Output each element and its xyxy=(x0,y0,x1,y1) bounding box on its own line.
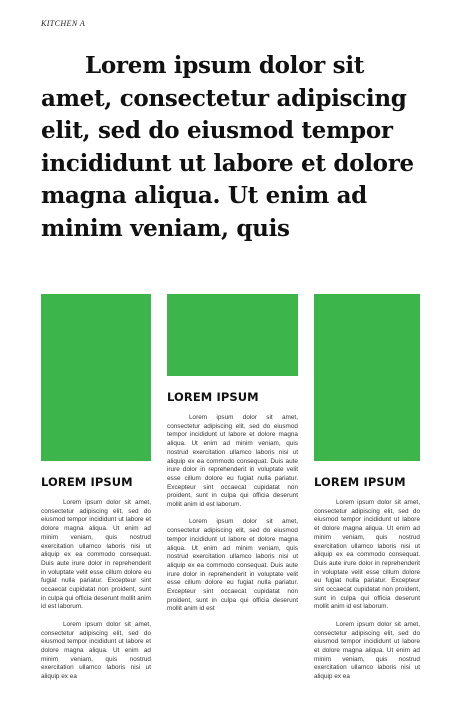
column-heading-1: LOREM IPSUM xyxy=(41,475,133,489)
column-3 xyxy=(314,294,420,682)
column-heading-3: LOREM IPSUM xyxy=(314,475,406,489)
headline: Lorem ipsum dolor sit amet, consectetur adipiscing elit, sed do eiusmod tempor incididunt ut labore et dolore magna aliqua. Ut enim ad minim veniam, quis xyxy=(41,52,414,242)
image-placeholder-1 xyxy=(41,294,151,461)
column-1 xyxy=(41,294,151,682)
column-paragraph: Lorem ipsum dolor sit amet, consectetur adipiscing elit, sed do eiusmod tempor incididunt ut labore et dolore magna aliqua. Ut enim ad minim veniam, quis nostrud exercitation ullamco laboris nisi ut aliquip ex ea xyxy=(314,620,420,681)
image-placeholder-3 xyxy=(314,294,420,461)
column-paragraph: Lorem ipsum dolor sit amet, consectetur adipiscing elit, sed do eiusmod tempor incididunt ut labore et dolore magna aliqua. Ut enim ad minim veniam, quis nostrud exercitation ullamco laboris nisi ut aliquip ex ea xyxy=(41,620,151,681)
column-paragraph: Lorem ipsum dolor sit amet, consectetur adipiscing elit, sed do eiusmod tempor incididunt ut labore et dolore magna aliqua. Ut enim ad minim veniam, quis nostrud exercitation ullamco laboris nisi ut aliquip ex ea commodo consequat. Duis aute irure dolor in reprehenderit in voluptate velit esse cillum dolore eu fugiat nulla pariatur. Excepteur sint occaecat cupidatat non proident, sunt in culpa qui officia deserunt mollit anim id est xyxy=(167,518,298,613)
column-heading-2: LOREM IPSUM xyxy=(167,390,259,404)
column-paragraph: Lorem ipsum dolor sit amet, consectetur adipiscing elit, sed do eiusmod tempor incididunt ut labore et dolore magna aliqua. Ut enim ad minim veniam, quis nostrud exercitation ullamco laboris nisi ut aliquip ex ea commodo consequat. Duis aute irure dolor in reprehenderit in voluptate velit esse cillum dolore eu fugiat nulla pariatur. Excepteur sint occaecat cupidatat non proident, sunt in culpa qui officia deserunt mollit anim id est laborum. xyxy=(41,499,151,611)
column-paragraph: Lorem ipsum dolor sit amet, consectetur adipiscing elit, sed do eiusmod tempor incididunt ut labore et dolore magna aliqua. Ut enim ad minim veniam, quis nostrud exercitation ullamco laboris nisi ut aliquip ex ea commodo consequat. Duis aute irure dolor in reprehenderit in voluptate velit esse cillum dolore eu fugiat nulla pariatur. Excepteur sint occaecat cupidatat non proident, sunt in culpa qui officia deserunt mollit anim id est laborum. xyxy=(314,499,420,611)
column-2 xyxy=(167,294,298,614)
image-placeholder-2 xyxy=(167,294,298,376)
column-paragraph: Lorem ipsum dolor sit amet, consectetur adipiscing elit, sed do eiusmod tempor incididunt ut labore et dolore magna aliqua. Ut enim ad minim veniam, quis nostrud exercitation ullamco laboris nisi ut aliquip ex ea commodo consequat. Duis aute irure dolor in reprehenderit in voluptate velit esse cillum dolore eu fugiat nulla pariatur. Excepteur sint occaecat cupidatat non proident, sunt in culpa qui officia deserunt mollit anim id est laborum. xyxy=(167,414,298,509)
kicker-label: KITCHEN A xyxy=(41,19,86,28)
